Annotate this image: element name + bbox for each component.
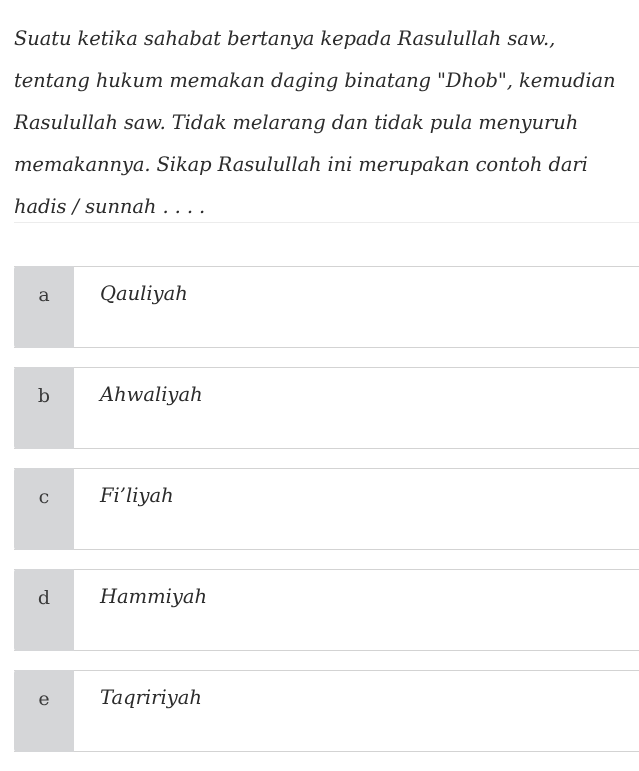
divider xyxy=(14,222,639,223)
option-text: Fi’liyah xyxy=(100,484,174,507)
question-text: Suatu ketika sahabat bertanya kepada Rasulullah saw., tentang hukum memakan daging binatang "Dhob", kemudian Rasulullah saw. Tidak melarang dan tidak pula menyuruh memakannya. Sikap Rasulullah ini merupakan contoh dari hadis / sunnah . . . . xyxy=(14,27,616,218)
option-letter: a xyxy=(14,266,74,348)
option-text: Taqririyah xyxy=(100,686,202,709)
option-c[interactable] xyxy=(14,468,639,550)
option-letter: e xyxy=(14,670,74,752)
option-d[interactable] xyxy=(14,569,639,651)
answer-options xyxy=(14,266,639,771)
option-a[interactable] xyxy=(14,266,639,348)
option-text: Qauliyah xyxy=(100,282,188,305)
option-letter: d xyxy=(14,569,74,651)
option-b[interactable] xyxy=(14,367,639,449)
option-letter: c xyxy=(14,468,74,550)
option-text: Ahwaliyah xyxy=(100,383,203,406)
option-text: Hammiyah xyxy=(100,585,208,608)
option-letter: b xyxy=(14,367,74,449)
option-e[interactable] xyxy=(14,670,639,752)
